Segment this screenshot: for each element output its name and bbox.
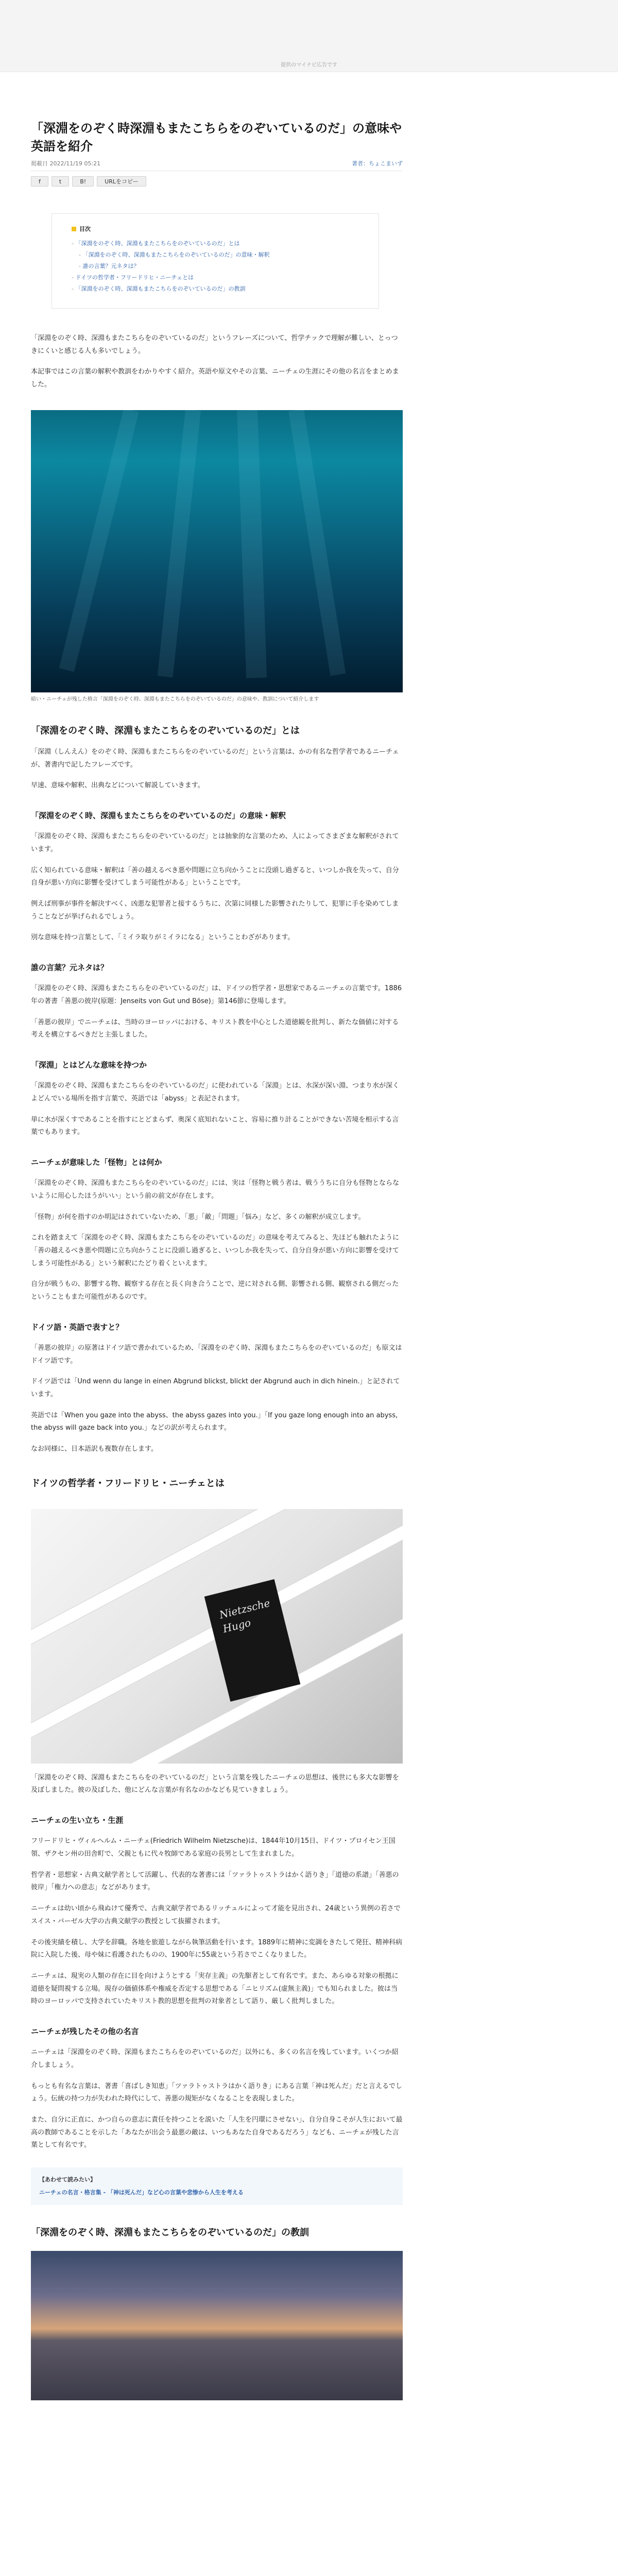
toc-item[interactable]: - ドイツの哲学者・フリードリヒ・ニーチェとは (72, 272, 366, 283)
toc-item[interactable]: - 「深淵をのぞく時、深淵もまたこちらをのぞいているのだ」の意味・解釈 (72, 249, 366, 261)
section-heading: 「深淵をのぞく時、深淵もまたこちらをのぞいているのだ」の教訓 (31, 2227, 309, 2238)
paragraph: 例えば刑事が事件を解決すべく、凶悪な犯罪者と接するうちに、次第に同様した影響されたりして、犯罪に手を染めてしまうことなどが挙げられるでしょう。 (31, 900, 399, 921)
ad-banner[interactable] (0, 0, 618, 72)
paragraph: その後実績を積し、大学を辞職。各地を旅遊しながら執筆活動を行います。1889年に精神に変調をきたして発狂、精神科病院に入院した後、母や妹に看護されたものの、1900年に55歳という若さでこくなりました。 (31, 1938, 403, 1959)
paragraph: 「深淵をのぞく時、深淵もまたこちらをのぞいているのだ」という言葉を残したニーチェの思想は、後世にも多大な影響を及ぼしました。彼の及ぼした、他にどんな言葉が有名なのかなども見ていきましょう。 (31, 1773, 399, 1794)
subsection-heading: 「深淵」とはどんな意味を持つか (31, 1060, 147, 1070)
toc-heading: 目次 (72, 224, 366, 234)
subsection-heading: 「深淵をのぞく時、深淵もまたこちらをのぞいているのだ」の意味・解釈 (31, 810, 286, 820)
article (31, 120, 403, 2400)
bookshelf-image (31, 1509, 403, 1764)
section-heading: 「深淵をのぞく時、深淵もまたこちらをのぞいているのだ」とは (31, 725, 300, 736)
related-article-link[interactable]: ニーチェの名言・格言集 - 「神は死んだ」など心の言葉や悲惨から人生を考える (39, 2189, 244, 2196)
sunset-image (31, 2251, 403, 2400)
book-cover: Nietzsche Hugo (204, 1579, 301, 1702)
subsection-heading: ニーチェが残したその他の名言 (31, 2026, 139, 2036)
share-bar (31, 176, 403, 187)
toc-item[interactable]: - 「深淵をのぞく時、深淵もまたこちらをのぞいているのだ」の教訓 (72, 283, 366, 295)
table-of-contents (52, 213, 379, 309)
related-heading: 【あわせて読みたい】 (39, 2176, 96, 2183)
paragraph: ニーチェは「深淵をのぞく時、深淵もまたこちらをのぞいているのだ」以外にも、多くの名言を残しています。いくつか紹介しましょう。 (31, 2048, 399, 2069)
paragraph: また、自分に正直に、かつ自らの意志に責任を持つことを説いた「人生を円環にさせない」、自分自身こそが人生において最高の教師であることを示した「あなたが出会う最悪の敵は、いつもあなた自身であるだろう」なども、ニーチェが残した言葉として有名です。 (31, 2115, 403, 2149)
paragraph: もっとも有名な言葉は、著書「喜ばしき知恵」「ツァラトゥストラはかく語りき」にある言葉「神は死んだ」だと言えるでしょう。伝統の持つ力が失われた時代にして、善悪の規矩がなくなることを表現しました。 (31, 2082, 402, 2103)
paragraph: 「深淵をのぞく時、深淵もまたこちらをのぞいているのだ」とは抽象的な言葉のため、人によってさまざまな解釈がされています。 (31, 833, 399, 853)
hatena-bookmark-button[interactable]: B! (72, 176, 94, 187)
paragraph: 「怪物」が何を指すのか明記はされていないため、「悪」「敵」「問題」「悩み」など、多くの解釈が成立します。 (31, 1213, 365, 1221)
toc-list (72, 238, 366, 295)
image-caption: 暗い・ニーチェが残した格言「深淵をのぞく時、深淵もまたこちらをのぞいているのだ」の意味や、教訓について紹介します (31, 696, 319, 702)
ad-note: 提供のマイナビ広告です (281, 62, 337, 68)
paragraph: 「深淵をのぞく時、深淵もまたこちらをのぞいているのだ」に使われている「深淵」とは、水深が深い淵、つまり水が深くよどんでいる場所を指す言葉で、英語では「abyss」と表記されます。 (31, 1082, 400, 1103)
paragraph: 哲学者・思想家・古典文献学者として活躍し、代表的な著書には「ツァラトゥストラはかく語りき」「道徳の系譜」「善悪の彼岸」「権力への意志」などがあります。 (31, 1871, 399, 1892)
paragraph: 単に水が深くすであることを指すにとどまらず、奥深く底知れないこと、容易に推り計ることができない苦境を相示する言葉でもあります。 (31, 1115, 399, 1137)
article-meta (31, 159, 403, 171)
paragraph: 別な意味を持つ言葉として、「ミイラ取りがミイラになる」ということわざがあります。 (31, 934, 295, 942)
paragraph: これを踏まえて「深淵をのぞく時、深淵もまたこちらをのぞいているのだ」の意味を考えてみると、先ほども触れたように「善の越えるべき悪や問題に立ち向かうことに没頭し過ぎると、いつしか我を失って、自分自身が悪い方向に影響を受けてしまう可能性がある」という解釈にたどり着くといえます。 (31, 1234, 400, 1267)
intro-paragraph: 本記事ではこの言葉の解釈や教訓をわかりやすく紹介。英語や原文やその言葉、ニーチェの生涯にその他の名言をまとめました。 (31, 368, 399, 389)
subsection-heading: ニーチェの生い立ち・生涯 (31, 1816, 124, 1825)
paragraph: 早速、意味や解釈、出典などについて解説していきます。 (31, 782, 204, 790)
paragraph: 自分が戦うもの、影響する物、観察する存在と長く向き合うことで、逆に対される側、影響される側、観察される側だったということもまた可能性があるのです。 (31, 1280, 399, 1301)
paragraph: 英語では「When you gaze into the abyss、the abyss gazes into you.」「If you gaze long enough into an abyss, the abyss will gaze back into you.」などの訳が考えられます。 (31, 1411, 398, 1432)
paragraph: ドイツ語では「Und wenn du lange in einen Abgrund blickst, blickt der Abgrund auch in dich hinein.」と記されています。 (31, 1378, 400, 1399)
paragraph: なお同様に、日本語訳も複数存在します。 (31, 1445, 158, 1453)
publish-date: 掲載日 2022/11/19 05:21 (31, 160, 101, 167)
article-title: 「深淵をのぞく時深淵もまたこちらをのぞいているのだ」の意味や英語を紹介 (31, 121, 402, 154)
subsection-heading: ニーチェが意味した「怪物」とは何か (31, 1157, 162, 1167)
ocean-image (31, 410, 403, 692)
paragraph: ニーチェは、現実の人類の存在に目を向けようとする「実存主義」の先駆者として有名です。また、あらゆる対象の根拠に道徳を疑問視する立場。現存の価値体系や権威を否定する思想である「ニヒリズム(虚無主義)」でも知られました。彼は当時のヨーロッパで支持されていたキリスト教的思想を批判の対象者として語り、厳しく批判しました。 (31, 1972, 399, 2006)
intro-paragraph: 「深淵をのぞく時、深淵もまたこちらをのぞいているのだ」というフレーズについて、哲学チックで理解が難しい、とっつきにくいと感じる人も多いでしょう。 (31, 334, 398, 355)
paragraph: 「深淵をのぞく時、深淵もまたこちらをのぞいているのだ」には、実は「怪物と戦う者は、戦ううちに自分も怪物とならないように用心したほうがいい」という前の前文が存在します。 (31, 1179, 400, 1200)
toc-item[interactable]: - 「深淵をのぞく時、深淵もまたこちらをのぞいているのだ」とは (72, 238, 366, 249)
toc-item[interactable]: - 誰の言葉？元ネタは？ (72, 261, 366, 272)
paragraph: 「深淵をのぞく時、深淵もまたこちらをのぞいているのだ」は、ドイツの哲学者・思想家であるニーチェの言葉です。1886年の著書「善悪の彼岸(原題：Jenseits von Gut und Böse)」第146節に登場します。 (31, 985, 402, 1005)
subsection-heading: ドイツ語・英語で表すと？ (31, 1322, 124, 1332)
paragraph: 広く知られている意味・解釈は「善の越えるべき悪や問題に立ち向かうことに没頭し過ぎると、いつしか我を失って、自分自身が悪い方向に影響を受けてしまう可能性がある」ということです。 (31, 866, 399, 887)
related-article-box (31, 2167, 403, 2205)
facebook-share-button[interactable]: f (31, 176, 48, 187)
paragraph: フリードリヒ・ヴィルヘルム・ニーチェ(Friedrich Wilhelm Nietzsche)は、1844年10月15日、ドイツ・プロイセン王国領、ザクセン州の田舎町で、父親ともに代々牧師である家庭の長男として生まれました。 (31, 1837, 396, 1858)
paragraph: 「善悪の彼岸」でニーチェは、当時のヨーロッパにおける、キリスト教を中心とした道徳観を批判し、新たな価値に対する考えを構立するべきだと主張しました。 (31, 1018, 399, 1039)
paragraph: 「善悪の彼岸」の原著はドイツ語で書かれているため、「深淵をのぞく時、深淵もまたこちらをのぞいているのだ」も原文はドイツ語です。 (31, 1344, 402, 1365)
twitter-share-button[interactable]: t (52, 176, 69, 187)
paragraph: ニーチェは幼い頃から飛ぬけて優秀で、古典文献学者であるリッチュルによって才能を見出され、24歳という異例の若さでスイス・バーゼル大学の古典文献学の教授として抜擢されます。 (31, 1905, 401, 1925)
subsection-heading: 誰の言葉？元ネタは？ (31, 962, 109, 972)
author-link[interactable]: 著者：ちょこまいず (352, 160, 403, 167)
section-heading: ドイツの哲学者・フリードリヒ・ニーチェとは (31, 1478, 225, 1489)
paragraph: 「深淵（しんえん）をのぞく時、深淵もまたこちらをのぞいているのだ」という言葉は、かの有名な哲学者であるニーチェが、著書内で記したフレーズです。 (31, 748, 399, 769)
copy-url-button[interactable]: URLをコピー (97, 176, 146, 187)
